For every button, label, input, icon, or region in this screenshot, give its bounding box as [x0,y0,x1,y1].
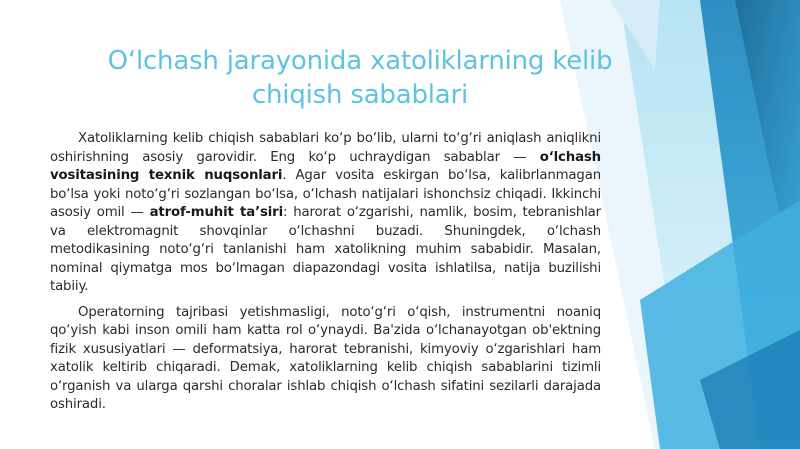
paragraph-1-text-b: . Agar vosita eskirgan bo‘lsa, kalibrlanmagan bo‘lsa yoki noto‘g‘ri sozlangan bo‘lsa, o‘lchash natijalari ishonchsiz chiqadi. Ikkinchi asosiy omil — [50,168,601,220]
paragraph-1 [50,130,601,297]
paragraph-1-bold-b: atrof-muhit ta’siri [149,205,283,220]
slide-body [50,130,601,422]
paragraph-1-bold-a: o‘lchash vositasining texnik nuqsonlari [50,149,601,183]
paragraph-1-text-a: Xatoliklarning kelib chiqish sabablari ko‘p bo‘lib, ularni to‘g‘ri aniqlash aniqlikni oshirishning asosiy garovidir. Eng ko‘p uchraydigan sabablar — [50,131,601,165]
title-line-2: chiqish sabablari [251,80,469,110]
paragraph-2: Operatorning tajribasi yetishmasligi, noto‘g‘ri o‘qish, instrumentni noaniq qo‘yish kabi inson omili ham katta rol o‘ynaydi. Ba'zida o‘lchanayotgan ob'ektning fizik xususiyatlari — deformatsiya, harorat tebranishi, kimyoviy o‘zgarishlari ham xatolik keltirib chiqaradi. Demak, xatoliklarning kelib chiqish sabablarini tizimli o‘rganish va ularga qarshi choralar ishlab chiqish o‘lchash sifatini sezilarli darajada oshiradi. [50,304,601,412]
title-line-1: O‘lchash jarayonida xatoliklarning kelib [107,46,613,76]
slide-title [40,44,680,112]
paragraph-1-text-c: : harorat o‘zgarishi, namlik, bosim, tebranishlar va elektromagnit shovqinlar o‘lchashni buzadi. Shuningdek, o‘lchash metodikasining noto‘g‘ri tanlanishi ham xatolikning muhim sababidir. Masalan, nominal qiymatga mos bo‘lmagan diapazondagi vosita ishlatilsa, natija buzilishi tabiiy. [50,205,601,294]
